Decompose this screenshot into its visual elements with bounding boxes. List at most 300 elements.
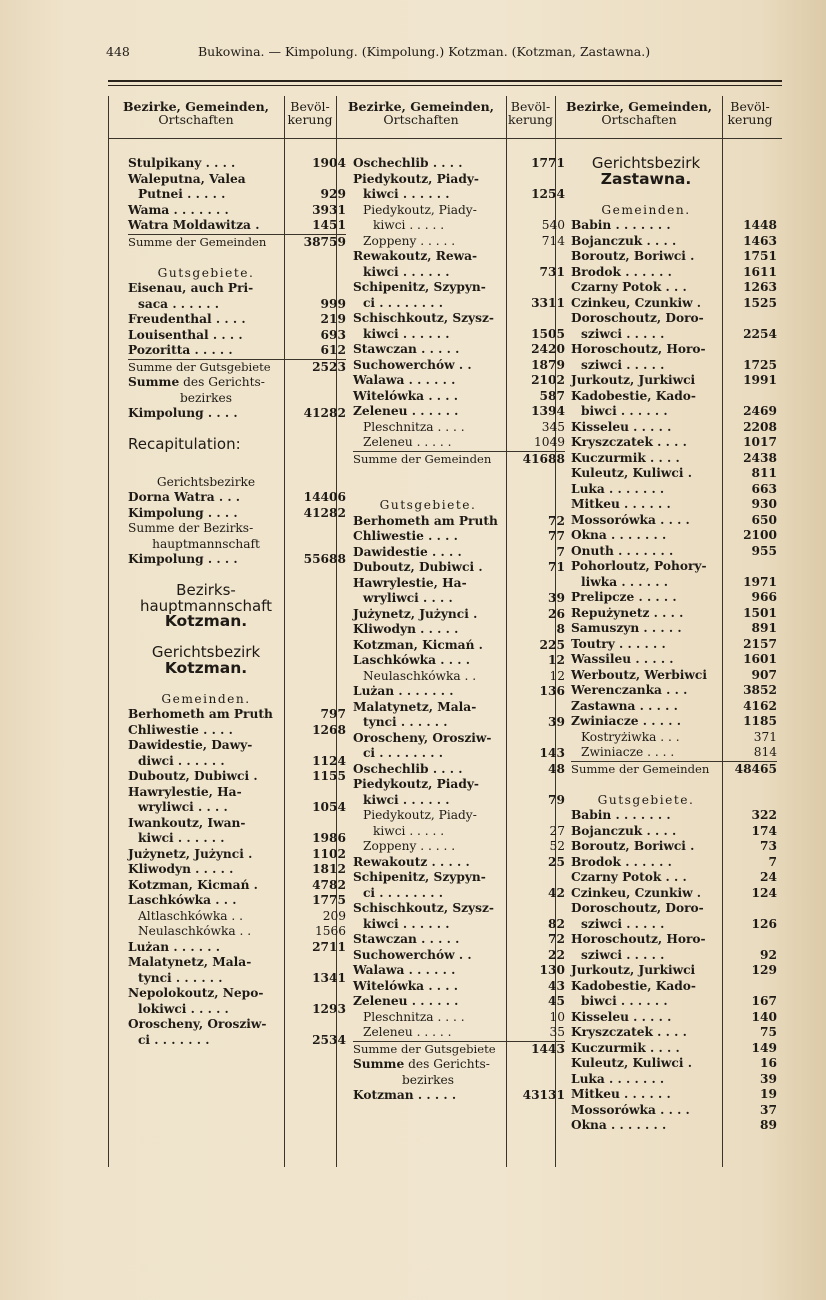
population-value: 48465 xyxy=(734,761,777,776)
place-name: Dorna Watra . . . xyxy=(128,490,241,504)
table-row xyxy=(353,855,565,871)
table-row xyxy=(571,404,777,420)
table-row xyxy=(353,653,565,669)
place-name: Summe der Bezirks- xyxy=(128,521,254,535)
place-name: Czinkeu, Czunkiw . xyxy=(571,295,702,310)
place-name: Gutsgebiete. xyxy=(157,265,255,280)
table-row xyxy=(571,979,777,995)
population-value: 1601 xyxy=(743,652,777,666)
table-row xyxy=(353,311,565,327)
population-value: 2534 xyxy=(312,1032,346,1047)
place-name: Gutsgebiete. xyxy=(379,498,477,512)
place-name: Witelówka . . . . xyxy=(353,978,459,993)
place-name: Kliwodyn . . . . . xyxy=(128,862,234,876)
population-value: 1124 xyxy=(312,753,346,768)
table-row xyxy=(128,506,346,522)
population-value: 1986 xyxy=(312,831,346,845)
population-value: 41282 xyxy=(303,505,346,520)
place-name: Gutsgebiete. xyxy=(597,792,695,807)
place-name: Stawczan . . . . . xyxy=(353,932,460,946)
table-row xyxy=(128,343,346,359)
population-value: 1771 xyxy=(531,156,565,170)
place-name: Pohorloutz, Pohory- xyxy=(571,559,707,573)
table-row xyxy=(353,777,565,793)
table-row xyxy=(128,723,346,739)
table-row xyxy=(353,249,565,265)
population-value: 2100 xyxy=(743,528,777,542)
place-name: Walawa . . . . . . xyxy=(353,373,456,387)
table-row xyxy=(353,994,565,1010)
place-name: Walawa . . . . . . xyxy=(353,963,456,977)
place-name: Summe des Gerichts- xyxy=(353,1057,490,1071)
place-name: Kotzman. xyxy=(164,612,248,630)
place-name: Bezirks- xyxy=(176,581,236,599)
population-value: 174 xyxy=(751,823,777,838)
table-row xyxy=(353,700,565,716)
population-value: 2157 xyxy=(743,636,777,651)
place-name: ci . . . . . . . . xyxy=(363,295,443,310)
place-name: Zoppeny . . . . . xyxy=(363,233,456,248)
place-name: kiwci . . . . . . xyxy=(363,916,450,931)
population-value: 4782 xyxy=(312,877,346,892)
population-value: 1566 xyxy=(314,924,346,938)
table-column-2 xyxy=(353,156,563,1104)
place-name: Horoschoutz, Horo- xyxy=(571,932,706,946)
table-row xyxy=(571,714,777,730)
place-name: Kliwodyn . . . . . xyxy=(353,622,459,636)
population-value: 39 xyxy=(760,1071,777,1086)
population-value: 35 xyxy=(549,1025,565,1039)
population-value: 814 xyxy=(753,745,777,759)
table-rule xyxy=(108,96,109,1167)
table-row xyxy=(353,746,565,762)
population-table xyxy=(108,80,782,1167)
table-row xyxy=(571,1118,777,1134)
table-row xyxy=(353,435,565,451)
table-row xyxy=(571,606,777,622)
table-row xyxy=(353,886,565,902)
place-name: Oschechlib . . . . xyxy=(353,761,463,776)
table-row xyxy=(571,218,777,234)
place-name: Summe der Gutsgebiete xyxy=(353,1041,496,1056)
population-value: 16 xyxy=(760,1056,777,1070)
place-name: Boroutz, Boriwci . xyxy=(571,839,695,853)
population-value: 1751 xyxy=(743,249,777,263)
table-row xyxy=(128,909,346,925)
table-row xyxy=(571,528,777,544)
table-row xyxy=(571,1103,777,1119)
population-value: 45 xyxy=(548,994,565,1008)
population-value: 1268 xyxy=(312,722,346,737)
page-number: 448 xyxy=(106,44,130,59)
place-name: Kotzman, Kicmań . xyxy=(353,637,483,652)
column-header-population: Bevöl- kerung xyxy=(508,99,554,127)
population-value: 219 xyxy=(320,312,346,326)
table-row xyxy=(128,172,346,188)
population-value: 39 xyxy=(548,591,565,605)
place-name: Gemeinden. xyxy=(161,691,251,706)
table-row xyxy=(353,839,565,855)
population-value: 167 xyxy=(751,994,777,1008)
table-row xyxy=(571,389,777,405)
population-value: 38759 xyxy=(303,234,346,249)
population-value: 693 xyxy=(320,327,346,342)
table-row xyxy=(353,265,565,281)
population-value: 10 xyxy=(549,1009,565,1024)
table-row xyxy=(128,459,346,475)
population-value: 966 xyxy=(751,590,777,604)
table-row xyxy=(571,234,777,250)
place-name: sziwci . . . . . xyxy=(581,357,665,372)
column-header-population: Bevöl- kerung xyxy=(287,99,333,127)
population-value: 42 xyxy=(548,885,565,900)
population-value: 1017 xyxy=(743,435,777,449)
table-row xyxy=(128,971,346,987)
table-row xyxy=(128,475,346,491)
population-value: 1185 xyxy=(743,714,777,728)
table-row xyxy=(353,1010,565,1026)
population-value: 1775 xyxy=(312,893,346,907)
table-row xyxy=(128,707,346,723)
place-name: kiwci . . . . . . xyxy=(363,187,450,201)
place-name: Kimpolung . . . . xyxy=(128,406,238,420)
place-name: Berhometh am Pruth xyxy=(128,707,273,721)
place-name: Kuleutz, Kuliwci . xyxy=(571,1056,692,1070)
table-row xyxy=(571,169,777,188)
table-row xyxy=(353,218,565,234)
place-name: Summe der Gutsgebiete xyxy=(128,359,271,374)
table-row xyxy=(571,870,777,886)
table-row xyxy=(571,482,777,498)
place-name: Brodok . . . . . . xyxy=(571,854,672,869)
place-name: ci . . . . . . . xyxy=(138,1032,210,1047)
table-row xyxy=(353,1041,565,1058)
place-name: hauptmannschaft xyxy=(152,536,260,551)
place-name: Summe der Gemeinden xyxy=(353,451,492,466)
population-value: 43131 xyxy=(522,1088,565,1102)
place-name: kiwci . . . . . xyxy=(373,218,445,232)
place-name: Repużynetz . . . . xyxy=(571,605,684,620)
table-row xyxy=(128,893,346,909)
table-row xyxy=(128,328,346,344)
population-value: 907 xyxy=(751,667,777,682)
table-row xyxy=(353,638,565,654)
population-value: 77 xyxy=(548,529,565,543)
population-value: 71 xyxy=(548,560,565,574)
place-name: tynci . . . . . . xyxy=(138,970,223,985)
population-value: 999 xyxy=(320,296,346,311)
population-value: 27 xyxy=(549,823,565,838)
population-value: 731 xyxy=(539,264,565,279)
place-name: Piedykoutz, Piady- xyxy=(353,171,479,186)
table-row xyxy=(128,406,346,422)
table-row xyxy=(128,156,346,172)
table-row xyxy=(353,1057,565,1073)
table-row xyxy=(353,1025,565,1041)
population-value: 1341 xyxy=(312,970,346,985)
population-value: 1501 xyxy=(743,605,777,620)
population-value: 2438 xyxy=(743,450,777,465)
population-value: 25 xyxy=(548,854,565,869)
population-value: 92 xyxy=(760,947,777,962)
place-name: Zastawna . . . . . xyxy=(571,698,678,713)
place-name: Hawrylestie, Ha- xyxy=(128,784,242,799)
table-row xyxy=(128,375,346,391)
population-value: 7 xyxy=(556,544,565,559)
population-value: 1293 xyxy=(312,1001,346,1016)
table-row xyxy=(353,187,565,203)
population-value: 12 xyxy=(549,668,565,683)
place-name: Babin . . . . . . . xyxy=(571,218,671,232)
place-name: Summe der Gemeinden xyxy=(571,761,710,776)
place-name: hauptmannschaft xyxy=(139,596,273,615)
population-value: 130 xyxy=(539,963,565,977)
population-value: 1443 xyxy=(531,1041,565,1056)
table-row xyxy=(353,963,565,979)
place-name: lokiwci . . . . . xyxy=(138,1001,229,1016)
table-row xyxy=(571,420,777,436)
place-name: ci . . . . . . . . xyxy=(363,746,443,760)
place-name: Eisenau, auch Pri- xyxy=(128,281,254,295)
place-name: Samuszyn . . . . . xyxy=(571,621,682,635)
place-name: tynci . . . . . . xyxy=(363,715,448,729)
place-name: Brodok . . . . . . xyxy=(571,264,672,279)
population-value: 612 xyxy=(320,343,346,357)
column-header-name: Bezirke, Gemeinden, Ortschaften xyxy=(565,99,713,127)
population-value: 1904 xyxy=(312,156,346,170)
table-row xyxy=(571,745,777,761)
table-row xyxy=(571,513,777,529)
table-row xyxy=(571,839,777,855)
place-name: Pleschnitza . . . . xyxy=(363,1009,465,1024)
place-name: Piedykoutz, Piady- xyxy=(363,808,477,822)
header-rule xyxy=(108,138,782,139)
place-name: Onuth . . . . . . . xyxy=(571,543,674,558)
table-row xyxy=(353,358,565,374)
population-value: 2420 xyxy=(531,342,565,356)
place-name: diwci . . . . . . xyxy=(138,753,225,768)
table-row xyxy=(571,777,777,793)
place-name: Berhometh am Pruth xyxy=(353,513,498,528)
population-value: 124 xyxy=(751,885,777,900)
place-name: Bojanczuk . . . . xyxy=(571,233,677,248)
place-name: Zastawna. xyxy=(600,169,692,188)
place-name: Wassileu . . . . . xyxy=(571,652,674,666)
place-name: biwci . . . . . . xyxy=(581,404,668,418)
running-title: Bukowina. — Kimpolung. (Kimpolung.) Kotzman. (Kotzman, Zastawna.) xyxy=(198,44,651,59)
place-name: Oschechlib . . . . xyxy=(353,156,463,170)
table-row xyxy=(571,730,777,746)
place-name: Recapitulation: xyxy=(128,435,241,453)
place-name: Doroschoutz, Doro- xyxy=(571,311,704,325)
table-row xyxy=(353,156,565,172)
population-value: 1054 xyxy=(312,800,346,814)
table-row xyxy=(571,886,777,902)
table-row xyxy=(353,576,565,592)
table-row xyxy=(353,327,565,343)
place-name: Louisenthal . . . . xyxy=(128,327,243,342)
table-row xyxy=(353,901,565,917)
population-value: 55688 xyxy=(303,552,346,566)
population-value: 72 xyxy=(548,932,565,946)
table-row xyxy=(571,855,777,871)
table-row xyxy=(128,924,346,940)
table-row xyxy=(353,483,565,499)
population-value: 663 xyxy=(751,481,777,496)
table-row xyxy=(571,1041,777,1057)
place-name: Kisseleu . . . . . xyxy=(571,1009,672,1024)
place-name: Zwiniacze . . . . . xyxy=(571,714,681,728)
table-row xyxy=(353,451,565,468)
population-value: 811 xyxy=(751,466,777,480)
place-name: Schischkoutz, Szysz- xyxy=(353,901,494,915)
population-value: 540 xyxy=(541,218,565,232)
place-name: Watra Moldawitza . xyxy=(128,218,260,232)
population-value: 650 xyxy=(751,512,777,527)
table-row xyxy=(571,265,777,281)
population-value: 3852 xyxy=(743,683,777,697)
place-name: Czarny Potok . . . xyxy=(571,870,687,884)
place-name: Wama . . . . . . . xyxy=(128,202,229,217)
table-row xyxy=(128,218,346,234)
table-row xyxy=(128,297,346,313)
place-name: biwci . . . . . . xyxy=(581,994,668,1008)
table-row xyxy=(571,668,777,684)
table-row xyxy=(353,870,565,886)
table-row xyxy=(571,917,777,933)
place-name: Kimpolung . . . . xyxy=(128,505,238,520)
table-row xyxy=(571,1056,777,1072)
table-row xyxy=(128,234,346,251)
table-row xyxy=(128,187,346,203)
table-row xyxy=(128,986,346,1002)
place-name: Luka . . . . . . . xyxy=(571,1071,665,1086)
table-row xyxy=(571,621,777,637)
table-row xyxy=(571,948,777,964)
place-name: Dawidestie . . . . xyxy=(353,544,462,559)
place-name: Summe der Gemeinden xyxy=(128,234,267,249)
population-value: 1611 xyxy=(743,264,777,279)
population-value: 26 xyxy=(548,606,565,621)
place-name: Chliwestie . . . . xyxy=(128,722,233,737)
table-row xyxy=(353,762,565,778)
table-row xyxy=(353,234,565,250)
population-value: 41282 xyxy=(303,406,346,420)
place-name: liwka . . . . . . xyxy=(581,574,669,589)
place-name: Jurkoutz, Jurkiwci xyxy=(571,373,696,387)
place-name: Gerichtsbezirk xyxy=(151,643,261,661)
place-name: Doroschoutz, Doro- xyxy=(571,901,704,915)
table-row xyxy=(353,389,565,405)
table-row xyxy=(128,847,346,863)
place-name: Kotzman, Kicmań . xyxy=(128,877,258,892)
table-row xyxy=(128,878,346,894)
population-value: 1463 xyxy=(743,233,777,248)
table-row xyxy=(353,715,565,731)
table-row xyxy=(128,614,346,630)
place-name: Putnei . . . . . xyxy=(138,187,226,201)
place-name: Kuczurmik . . . . xyxy=(571,1040,680,1055)
table-row xyxy=(353,172,565,188)
place-name: Gemeinden. xyxy=(601,202,691,217)
place-name: Pleschnitza . . . . xyxy=(363,419,465,434)
place-name: Piedykoutz, Piady- xyxy=(363,202,477,217)
population-value: 2711 xyxy=(312,939,346,954)
table-row xyxy=(571,994,777,1010)
table-row xyxy=(353,917,565,933)
population-value: 1448 xyxy=(743,218,777,232)
table-row xyxy=(571,808,777,824)
table-row xyxy=(571,497,777,513)
table-row xyxy=(571,963,777,979)
table-row xyxy=(571,466,777,482)
population-value: 1505 xyxy=(531,326,565,341)
population-value: 2102 xyxy=(531,373,565,387)
table-row xyxy=(353,529,565,545)
table-column-1 xyxy=(128,156,346,1048)
place-name: wryliwci . . . . xyxy=(363,591,453,605)
population-value: 1812 xyxy=(312,862,346,876)
population-value: 19 xyxy=(760,1087,777,1101)
population-value: 7 xyxy=(768,854,777,869)
population-value: 1725 xyxy=(743,357,777,372)
table-row xyxy=(571,575,777,591)
place-name: Freudenthal . . . . xyxy=(128,312,246,326)
place-name: Kryszczatek . . . . xyxy=(571,435,687,449)
population-value: 891 xyxy=(751,621,777,635)
table-row xyxy=(128,955,346,971)
table-row xyxy=(571,296,777,312)
column-header-population: Bevöl- kerung xyxy=(727,99,773,127)
table-row xyxy=(571,559,777,575)
population-value: 79 xyxy=(548,792,565,807)
place-name: Czarny Potok . . . xyxy=(571,280,687,294)
population-value: 126 xyxy=(751,916,777,931)
place-name: Mossorówka . . . . xyxy=(571,512,690,527)
table-row xyxy=(128,769,346,785)
place-name: wryliwci . . . . xyxy=(138,800,228,814)
population-value: 136 xyxy=(539,684,565,698)
place-name: Kimpolung . . . . xyxy=(128,552,238,566)
place-name: Okna . . . . . . . xyxy=(571,1118,667,1132)
place-name: Gerichtsbezirke xyxy=(156,474,256,489)
table-row xyxy=(571,544,777,560)
population-value: 1971 xyxy=(743,574,777,589)
place-name: ci . . . . . . . . xyxy=(363,885,443,900)
table-row xyxy=(353,979,565,995)
table-row xyxy=(128,692,346,708)
place-name: Babin . . . . . . . xyxy=(571,808,671,822)
table-row xyxy=(571,590,777,606)
table-row xyxy=(353,420,565,436)
place-name: Suchowerchów . . xyxy=(353,947,472,962)
population-value: 52 xyxy=(549,839,565,853)
place-name: Neulaschkówka . . xyxy=(363,668,477,683)
place-name: Kuleutz, Kuliwci . xyxy=(571,466,692,480)
place-name: Schipenitz, Szypyn- xyxy=(353,280,486,294)
table-row xyxy=(128,1002,346,1018)
place-name: Bojanczuk . . . . xyxy=(571,823,677,838)
table-row xyxy=(353,373,565,389)
population-value: 1394 xyxy=(531,404,565,418)
table-row xyxy=(353,296,565,312)
table-row xyxy=(128,785,346,801)
table-row xyxy=(571,1025,777,1041)
place-name: Oroscheny, Orosziw- xyxy=(128,1017,267,1031)
place-name: Duboutz, Dubiwci . xyxy=(353,560,483,574)
place-name: Kryszczatek . . . . xyxy=(571,1025,687,1039)
place-name: Chliwestie . . . . xyxy=(353,529,458,543)
